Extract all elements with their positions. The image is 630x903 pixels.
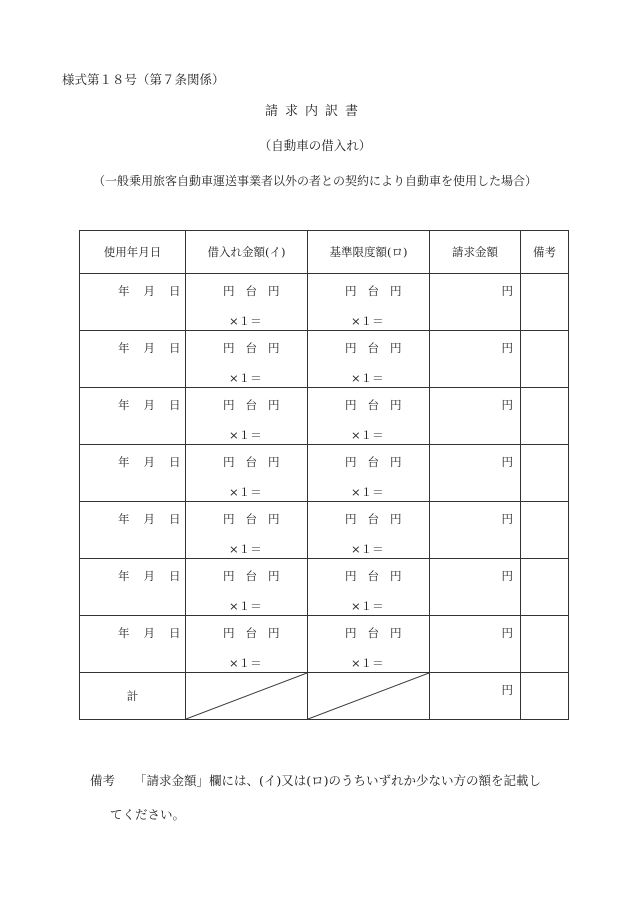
remarks-cell[interactable] (521, 331, 569, 388)
borrow-amount-cell[interactable]: 円 台 円 ×１＝ (186, 388, 308, 445)
claim-amount-cell[interactable]: 円 (430, 502, 521, 559)
remarks-cell[interactable] (521, 388, 569, 445)
table-row (80, 559, 569, 616)
usage-date-cell[interactable]: 年 月 日 (80, 616, 186, 673)
usage-date-cell[interactable]: 年 月 日 (80, 274, 186, 331)
usage-date-cell[interactable]: 年 月 日 (80, 559, 186, 616)
total-label: 計 (80, 673, 186, 720)
remarks-cell[interactable] (521, 274, 569, 331)
standard-limit-cell[interactable]: 円 台 円 ×１＝ (308, 445, 430, 502)
borrow-amount-cell[interactable]: 円 台 円 ×１＝ (186, 445, 308, 502)
borrow-amount-cell[interactable]: 円 台 円 ×１＝ (186, 559, 308, 616)
remarks-cell[interactable] (521, 559, 569, 616)
remarks-cell[interactable] (521, 502, 569, 559)
total-claim-amount-cell[interactable]: 円 (430, 673, 521, 720)
usage-date-cell[interactable]: 年 月 日 (80, 331, 186, 388)
standard-limit-cell[interactable]: 円 台 円 ×１＝ (308, 502, 430, 559)
total-borrow-crossed (186, 673, 308, 720)
claim-amount-cell[interactable]: 円 (430, 331, 521, 388)
claim-table (79, 230, 569, 720)
claim-amount-cell[interactable]: 円 (430, 274, 521, 331)
header-claim-amount: 請求金額 (430, 231, 521, 274)
borrow-amount-cell[interactable]: 円 台 円 ×１＝ (186, 616, 308, 673)
remarks-line-1: 「請求金額」欄には、(イ)又は(ロ)のうちいずれか少ない方の額を記載し (134, 773, 542, 788)
standard-limit-cell[interactable]: 円 台 円 ×１＝ (308, 331, 430, 388)
table-row (80, 274, 569, 331)
claim-amount-cell[interactable]: 円 (430, 616, 521, 673)
remarks-note (90, 764, 560, 832)
form-number: 様式第１８号（第７条関係） (62, 72, 225, 87)
usage-date-cell[interactable]: 年 月 日 (80, 445, 186, 502)
remarks-line-2: てください。 (110, 807, 186, 822)
standard-limit-cell[interactable]: 円 台 円 ×１＝ (308, 388, 430, 445)
remarks-cell[interactable] (521, 616, 569, 673)
standard-limit-cell[interactable]: 円 台 円 ×１＝ (308, 274, 430, 331)
page-title: 請求内訳書 (264, 104, 365, 119)
standard-limit-cell[interactable]: 円 台 円 ×１＝ (308, 559, 430, 616)
claim-amount-cell[interactable]: 円 (430, 559, 521, 616)
header-borrow-amount: 借入れ金額(イ) (186, 231, 308, 274)
usage-date-cell[interactable]: 年 月 日 (80, 502, 186, 559)
claim-amount-cell[interactable]: 円 (430, 388, 521, 445)
claim-amount-cell[interactable]: 円 (430, 445, 521, 502)
header-remarks: 備考 (521, 231, 569, 274)
usage-date-cell[interactable]: 年 月 日 (80, 388, 186, 445)
remarks-cell[interactable] (521, 445, 569, 502)
total-remarks-cell[interactable] (521, 673, 569, 720)
header-standard-limit: 基準限度額(ロ) (308, 231, 430, 274)
borrow-amount-cell[interactable]: 円 台 円 ×１＝ (186, 274, 308, 331)
header-row (80, 231, 569, 274)
header-usage-date: 使用年月日 (80, 231, 186, 274)
page-subtitle: （自動車の借入れ） (258, 138, 372, 153)
applicability-note: （一般乗用旅客自動車運送事業者以外の者との契約により自動車を使用した場合） (92, 174, 537, 188)
borrow-amount-cell[interactable]: 円 台 円 ×１＝ (186, 331, 308, 388)
table-row (80, 445, 569, 502)
table-row (80, 331, 569, 388)
remarks-label: 備考 (90, 773, 116, 788)
borrow-amount-cell[interactable]: 円 台 円 ×１＝ (186, 502, 308, 559)
table-row (80, 388, 569, 445)
standard-limit-cell[interactable]: 円 台 円 ×１＝ (308, 616, 430, 673)
table-row (80, 502, 569, 559)
total-row (80, 673, 569, 720)
table-row (80, 616, 569, 673)
total-limit-crossed (308, 673, 430, 720)
